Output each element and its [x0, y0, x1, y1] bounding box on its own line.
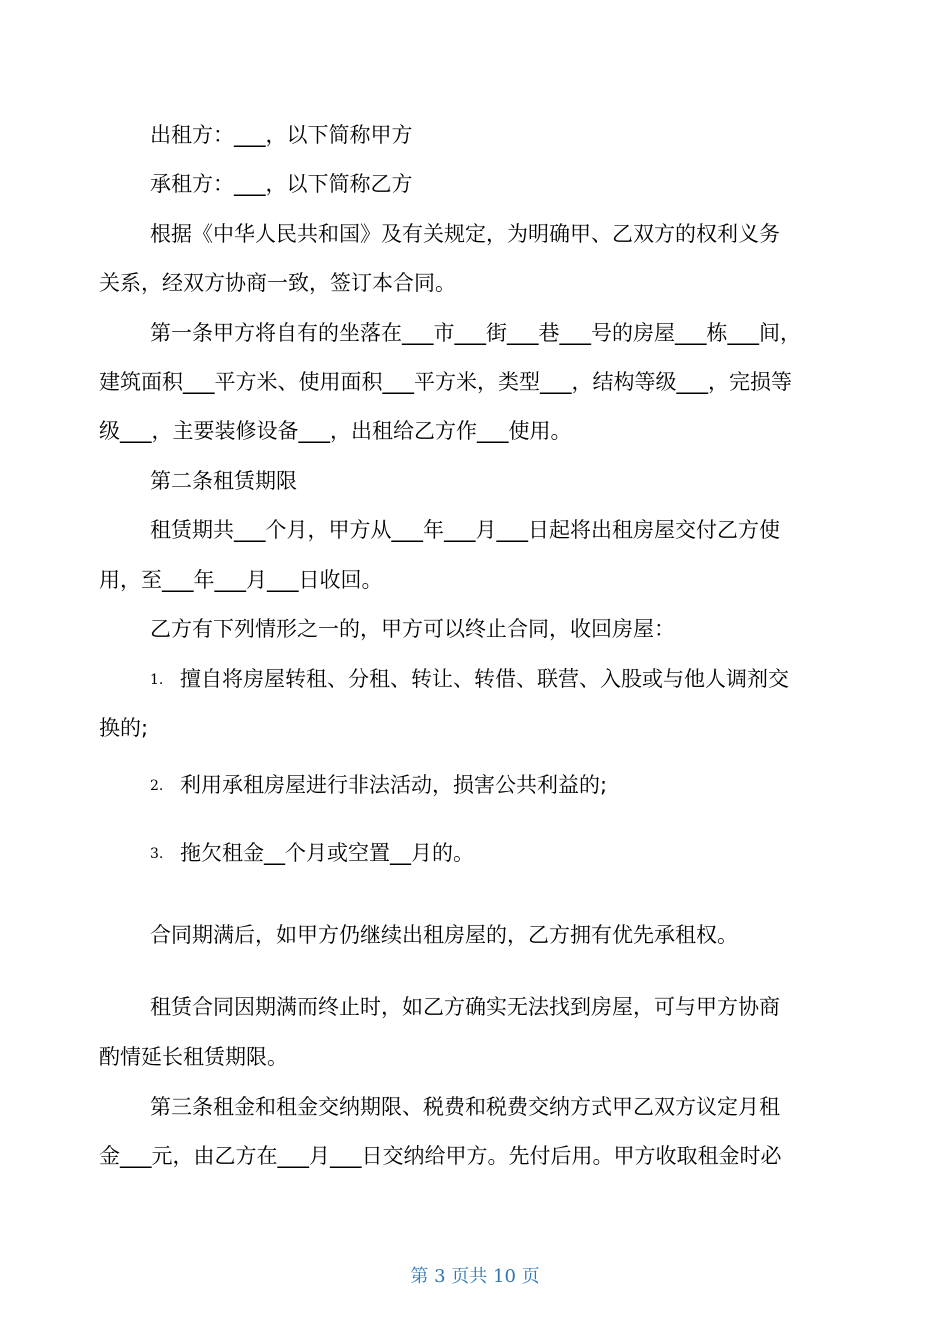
renewal-line: 合同期满后，如甲方仍继续出租房屋的，乙方拥有优先承租权。 [150, 923, 738, 947]
lessee-line: 承租方：___，以下简称乙方 [150, 172, 413, 196]
term-line-1: 租赁期共___个月，甲方从___年___月___日起将出租房屋交付乙方使 [150, 518, 780, 542]
preamble-line-2: 关系，经双方协商一致，签订本合同。 [99, 271, 456, 295]
list-item-continuation: 换的; [99, 716, 149, 740]
list-number: 3. [150, 846, 164, 862]
extension-line-1: 租赁合同因期满而终止时，如乙方确实无法找到房屋，可与甲方协商 [150, 995, 780, 1019]
article1-line-3: 级___，主要装修设备___，出租给乙方作___使用。 [99, 419, 572, 443]
article2-title: 第二条租赁期限 [150, 469, 297, 493]
termination-intro: 乙方有下列情形之一的，甲方可以终止合同，收回房屋： [150, 617, 675, 641]
article1-line-1: 第一条甲方将自有的坐落在___市___街___巷___号的房屋___栋___间， [150, 321, 801, 345]
list-text: 擅自将房屋转租、分租、转让、转借、联营、入股或与他人调剂交 [180, 667, 789, 691]
extension-line-2: 酌情延长租赁期限。 [99, 1045, 288, 1069]
preamble-line-1: 根据《中华人民共和国》及有关规定，为明确甲、乙双方的权利义务 [150, 222, 780, 246]
list-number: 1. [150, 672, 164, 688]
list-item [150, 664, 789, 695]
term-line-2: 用，至___年___月___日收回。 [99, 568, 383, 592]
list-text: 利用承租房屋进行非法活动，损害公共利益的; [180, 773, 608, 797]
lessor-line: 出租方：___，以下简称甲方 [150, 123, 413, 147]
article3-line-1: 第三条租金和租金交纳期限、税费和税费交纳方式甲乙双方议定月租 [150, 1095, 780, 1119]
list-text: 拖欠租金__个月或空置__月的。 [180, 841, 474, 865]
article3-line-2: 金___元，由乙方在___月___日交纳给甲方。先付后用。甲方收取租金时必 [99, 1144, 782, 1168]
list-item [150, 838, 474, 869]
list-item [150, 770, 607, 801]
article1-line-2: 建筑面积___平方米、使用面积___平方米，类型___，结构等级___，完损等 [99, 370, 792, 394]
page-footer: 第 3 页共 10 页 [410, 1266, 540, 1287]
list-number: 2. [150, 778, 164, 794]
